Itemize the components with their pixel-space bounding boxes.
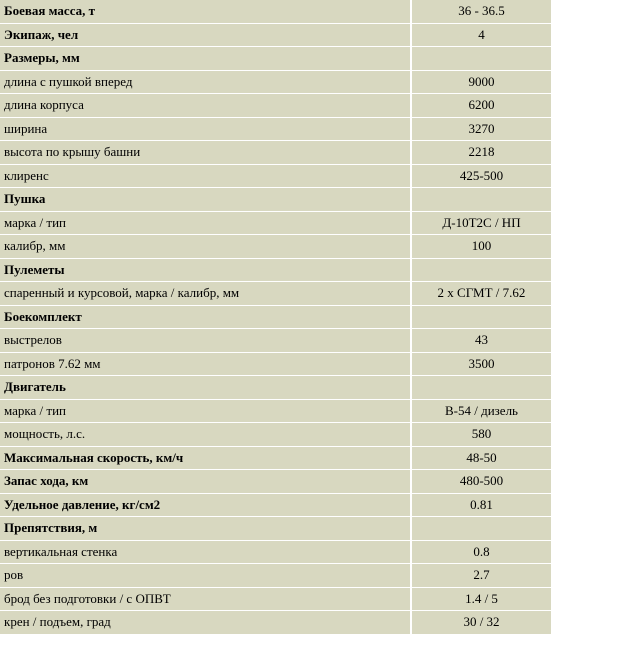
spec-label: спаренный и курсовой, марка / калибр, мм bbox=[0, 282, 411, 306]
spec-value: 36 - 36.5 bbox=[411, 0, 551, 23]
spec-value: В-54 / дизель bbox=[411, 399, 551, 423]
spec-row bbox=[0, 564, 551, 588]
spec-value bbox=[411, 517, 551, 541]
section-row bbox=[0, 258, 551, 282]
spec-label: Двигатель bbox=[0, 376, 411, 400]
spec-row bbox=[0, 70, 551, 94]
spec-label: патронов 7.62 мм bbox=[0, 352, 411, 376]
section-row bbox=[0, 23, 551, 47]
spec-row bbox=[0, 164, 551, 188]
spec-value bbox=[411, 188, 551, 212]
spec-label: Запас хода, км bbox=[0, 470, 411, 494]
section-row bbox=[0, 376, 551, 400]
spec-label: Боекомплект bbox=[0, 305, 411, 329]
spec-value: 2 х СГМТ / 7.62 bbox=[411, 282, 551, 306]
spec-row bbox=[0, 540, 551, 564]
section-row bbox=[0, 493, 551, 517]
spec-label: Размеры, мм bbox=[0, 47, 411, 71]
spec-value: 100 bbox=[411, 235, 551, 259]
section-row bbox=[0, 188, 551, 212]
spec-value: Д-10Т2С / НП bbox=[411, 211, 551, 235]
spec-label: Пулеметы bbox=[0, 258, 411, 282]
section-row bbox=[0, 0, 551, 23]
spec-row bbox=[0, 352, 551, 376]
spec-value bbox=[411, 258, 551, 282]
spec-label: марка / тип bbox=[0, 211, 411, 235]
spec-row bbox=[0, 399, 551, 423]
spec-label: высота по крышу башни bbox=[0, 141, 411, 165]
section-row bbox=[0, 305, 551, 329]
spec-label: ров bbox=[0, 564, 411, 588]
spec-value: 1.4 / 5 bbox=[411, 587, 551, 611]
spec-value: 2.7 bbox=[411, 564, 551, 588]
spec-value: 425-500 bbox=[411, 164, 551, 188]
spec-row bbox=[0, 141, 551, 165]
spec-value: 3500 bbox=[411, 352, 551, 376]
spec-label: Пушка bbox=[0, 188, 411, 212]
spec-label: выстрелов bbox=[0, 329, 411, 353]
section-row bbox=[0, 47, 551, 71]
spec-label: ширина bbox=[0, 117, 411, 141]
spec-label: Боевая масса, т bbox=[4, 3, 96, 19]
spec-row bbox=[0, 211, 551, 235]
spec-row bbox=[0, 329, 551, 353]
spec-row bbox=[0, 117, 551, 141]
spec-value bbox=[411, 47, 551, 71]
spec-row bbox=[0, 94, 551, 118]
spec-label: Удельное давление, кг/см2 bbox=[0, 493, 411, 517]
section-row bbox=[0, 446, 551, 470]
section-row bbox=[0, 470, 551, 494]
spec-value: 2218 bbox=[411, 141, 551, 165]
spec-label: брод без подготовки / с ОПВТ bbox=[0, 587, 411, 611]
spec-label: крен / подъем, град bbox=[0, 611, 411, 634]
spec-value: 6200 bbox=[411, 94, 551, 118]
spec-label: длина корпуса bbox=[0, 94, 411, 118]
spec-label: Экипаж, чел bbox=[0, 23, 411, 47]
spec-row bbox=[0, 235, 551, 259]
spec-value bbox=[411, 376, 551, 400]
spec-value: 9000 bbox=[411, 70, 551, 94]
section-row bbox=[0, 517, 551, 541]
spec-row bbox=[0, 423, 551, 447]
spec-label: клиренс bbox=[0, 164, 411, 188]
spec-label: длина с пушкой вперед bbox=[0, 70, 411, 94]
spec-label: Максимальная скорость, км/ч bbox=[0, 446, 411, 470]
spec-value: 480-500 bbox=[411, 470, 551, 494]
spec-value: 0.8 bbox=[411, 540, 551, 564]
spec-row bbox=[0, 587, 551, 611]
spec-label: вертикальная стенка bbox=[0, 540, 411, 564]
spec-value: 43 bbox=[411, 329, 551, 353]
spec-value bbox=[411, 305, 551, 329]
spec-value: 3270 bbox=[411, 117, 551, 141]
spec-value: 48-50 bbox=[411, 446, 551, 470]
spec-value: 4 bbox=[411, 23, 551, 47]
spec-label: марка / тип bbox=[0, 399, 411, 423]
spec-row bbox=[0, 282, 551, 306]
spec-label: калибр, мм bbox=[0, 235, 411, 259]
spec-value: 0.81 bbox=[411, 493, 551, 517]
spec-row bbox=[0, 611, 551, 634]
spec-label: Препятствия, м bbox=[0, 517, 411, 541]
spec-value: 580 bbox=[411, 423, 551, 447]
spec-label: мощность, л.с. bbox=[0, 423, 411, 447]
spec-value: 30 / 32 bbox=[411, 611, 551, 634]
